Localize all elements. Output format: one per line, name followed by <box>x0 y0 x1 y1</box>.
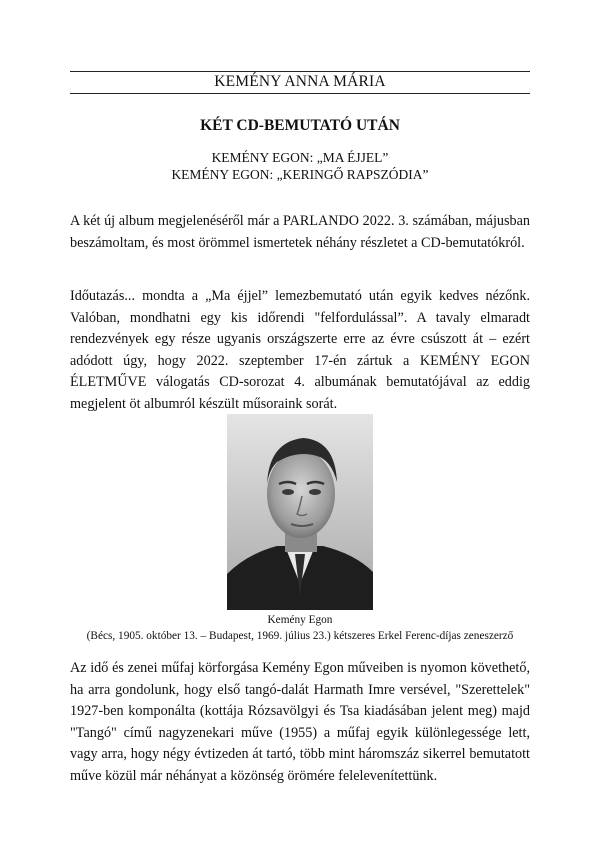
paragraph-time-travel: Időutazás... mondta a „Ma éjjel” lemezbemutató után egyik kedves nézőnk. Valóban, mondhatni egy kis időrendi "felfordulással”. A tavaly elmaradt rendezvények egy része ugyanis országszerte erre az évre csúszott át – ezért adódott úgy, hogy 2022. szeptember 17-én zártuk a KEMÉNY EGON ÉLETMŰVE válogatás CD-sorozat 4. albumának bemutatójával az eddig megjelent öt albumról készült műsoraink sorát. <box>70 288 530 412</box>
article-subtitle-2: KEMÉNY EGON: „KERINGŐ RAPSZÓDIA” <box>171 167 429 182</box>
portrait-image <box>227 414 373 610</box>
photo-caption-detail: (Bécs, 1905. október 13. – Budapest, 1969. július 23.) kétszeres Erkel Ferenc-díjas zeneszerző <box>86 630 514 642</box>
article-title: KÉT CD-BEMUTATÓ UTÁN <box>200 117 400 134</box>
paragraph-genre-cycle: Az idő és zenei műfaj körforgása Kemény Egon műveiben is nyomon követhető, ha arra gondolunk, hogy első tangó-dalát Harmath Imre versével, "Szerettelek" 1927-ben komponálta (kottája Rózsavölgyi és Tsa kiadásában jelent meg) majd "Tangó" című nagyzenekari műve (1955) a műfaj egyik különlegessége lett, vagy arra, hogy négy évtizeden át tartó, több mint háromszáz sikerrel bemutatott műve közül már néhányat a közönség örömére felelevenítettünk. <box>70 660 530 784</box>
header-rule-top <box>70 71 530 72</box>
header-rule-bottom <box>70 93 530 94</box>
author-name: KEMÉNY ANNA MÁRIA <box>214 73 386 90</box>
paragraph-intro: A két új album megjelenéséről már a PARLANDO 2022. 3. számában, májusban beszámoltam, és most örömmel ismertetek néhány részletet a CD-bemutatókról. <box>70 213 530 251</box>
article-subtitle-1: KEMÉNY EGON: „MA ÉJJEL” <box>211 150 389 165</box>
photo-caption-name: Kemény Egon <box>267 614 333 626</box>
portrait-photo <box>227 414 373 610</box>
